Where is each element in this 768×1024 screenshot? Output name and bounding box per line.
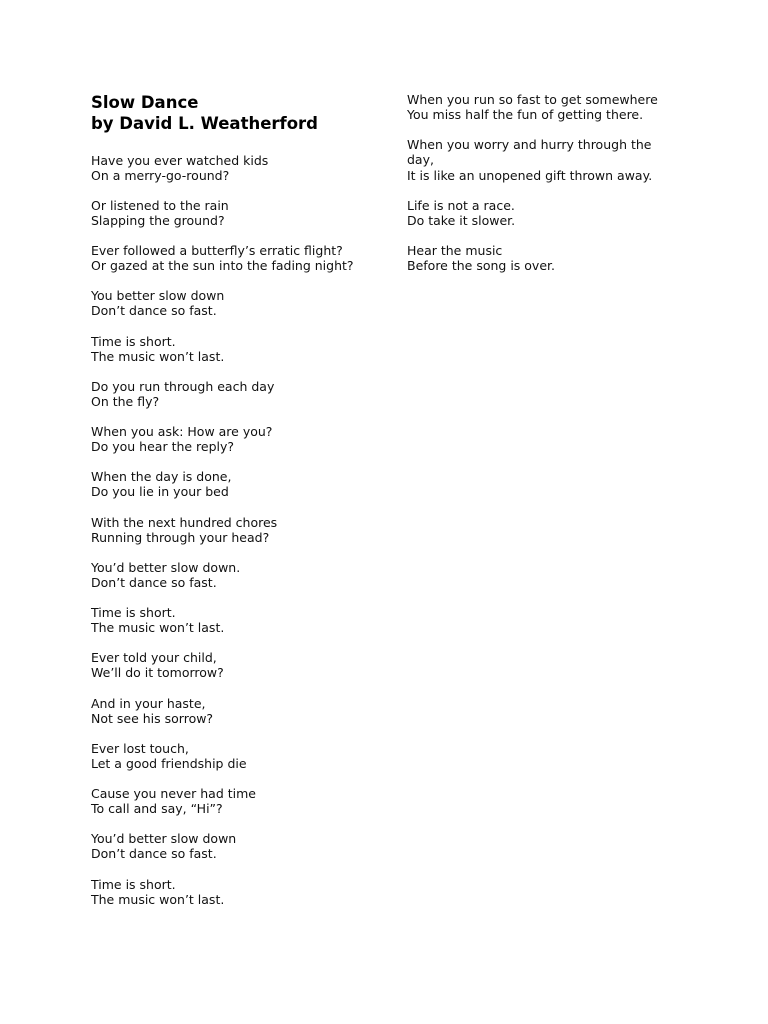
- poem-line: Do you lie in your bed: [91, 484, 229, 500]
- poem-line: Don’t dance so fast.: [91, 574, 217, 590]
- stanza: [91, 424, 272, 454]
- poem-line: Ever lost touch,: [91, 740, 189, 756]
- poem-line: Do take it slower.: [407, 212, 516, 228]
- poem-line: Do you run through each day: [91, 378, 275, 394]
- poem-line: The music won’t last.: [91, 348, 225, 364]
- stanza: [407, 198, 515, 228]
- stanza: [91, 877, 224, 907]
- stanza: [91, 334, 224, 364]
- poem-line: day,: [407, 152, 434, 168]
- poem-line: Or listened to the rain: [91, 197, 229, 213]
- stanza: [91, 379, 274, 409]
- poem-line: When you ask: How are you?: [91, 424, 273, 439]
- poem-title-line: Slow Dance: [91, 93, 199, 112]
- poem-line: Time is short.: [91, 605, 176, 620]
- poem-line: And in your haste,: [91, 695, 206, 711]
- poem-line: On a merry-go-round?: [91, 167, 230, 183]
- poem-line: You better slow down: [91, 288, 225, 304]
- poem-line: Life is not a race.: [407, 197, 515, 213]
- stanza: [407, 137, 652, 183]
- stanza: [91, 741, 247, 771]
- stanza: [91, 650, 224, 680]
- poem-line: Time is short.: [91, 333, 176, 349]
- poem-line: Let a good friendship die: [91, 755, 247, 771]
- poem-author-line: by David L. Weatherford: [91, 114, 318, 133]
- poem-line: When you run so fast to get somewhere: [407, 92, 658, 107]
- poem-line: Slapping the ground?: [91, 212, 225, 228]
- poem-line: You’d better slow down: [91, 831, 237, 847]
- poem-line: Cause you never had time: [91, 786, 256, 801]
- stanza: [91, 560, 240, 590]
- stanza: [91, 831, 236, 861]
- poem-line: Ever told your child,: [91, 650, 217, 666]
- poem-line: Before the song is over.: [407, 258, 555, 274]
- poem-line: You miss half the fun of getting there.: [407, 107, 644, 123]
- poem-title: [91, 92, 318, 134]
- poem-line: Running through your head?: [91, 529, 270, 545]
- stanza: [91, 288, 224, 318]
- poem-line: With the next hundred chores: [91, 514, 278, 530]
- stanza: [407, 92, 658, 122]
- poem-line: Or gazed at the sun into the fading night?: [91, 258, 354, 274]
- poem-line: The music won’t last.: [91, 620, 225, 636]
- stanza: [91, 469, 231, 499]
- stanza: [407, 243, 555, 273]
- poem-line: Don’t dance so fast.: [91, 303, 217, 319]
- poem-line: Ever followed a butterfly’s erratic flight?: [91, 243, 343, 258]
- stanza: [91, 153, 268, 183]
- stanza: [91, 696, 213, 726]
- poem-line: Not see his sorrow?: [91, 710, 214, 726]
- poem-line: You’d better slow down.: [91, 559, 241, 575]
- poem-line: When the day is done,: [91, 469, 232, 485]
- poem-line: It is like an unopened gift thrown away.: [407, 167, 653, 183]
- poem-line: Don’t dance so fast.: [91, 846, 217, 862]
- poem-line: Have you ever watched kids: [91, 152, 269, 168]
- stanza: [91, 515, 277, 545]
- poem-line: The music won’t last.: [91, 891, 225, 907]
- stanza: [91, 243, 354, 273]
- stanza: [91, 198, 229, 228]
- poem-line: We’ll do it tomorrow?: [91, 665, 224, 681]
- poem-line: On the fly?: [91, 393, 160, 409]
- poem-line: When you worry and hurry through the: [407, 137, 652, 153]
- stanza: [91, 786, 256, 816]
- poem-line: To call and say, “Hi”?: [91, 801, 223, 817]
- poem-line: Hear the music: [407, 242, 503, 258]
- stanza: [91, 605, 224, 635]
- poem-line: Do you hear the reply?: [91, 439, 235, 455]
- poem-line: Time is short.: [91, 876, 176, 892]
